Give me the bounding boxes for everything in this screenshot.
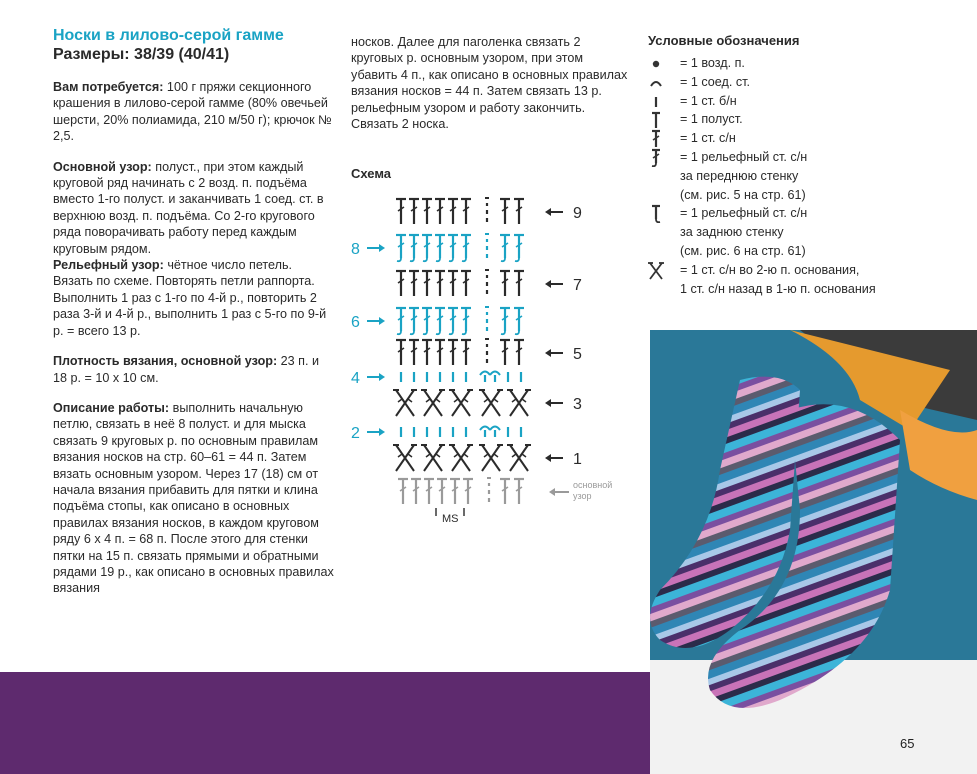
base-stitch: [500, 478, 510, 504]
ms-label: MS: [442, 513, 459, 525]
dc-stitch: [422, 270, 432, 296]
legend-text: = 1 соед. ст.: [680, 74, 751, 89]
row-arrow: [545, 454, 563, 462]
crossed-stitch: [393, 445, 417, 471]
crossed-stitch: [449, 445, 473, 471]
row-label: 5: [573, 346, 582, 363]
legend-item: [648, 92, 948, 111]
dc-stitch: [500, 198, 510, 224]
crossed-stitch: [479, 445, 503, 471]
base-arrow: [549, 488, 569, 496]
cross-dc-icon: [648, 261, 666, 280]
crossed-stitch: [421, 390, 445, 416]
dc-stitch: [514, 270, 524, 296]
legend-text: = 1 возд. п.: [680, 56, 745, 70]
front-post-icon: [648, 148, 666, 167]
legend-text: = 1 ст. б/н: [680, 93, 737, 108]
short-bar-icon: [648, 92, 666, 111]
schema-title: Схема: [351, 166, 392, 181]
dc-stitch: [396, 339, 406, 365]
dc-stitch: [461, 339, 471, 365]
crossed-stitch: [421, 445, 445, 471]
chain-stitch: [485, 270, 489, 294]
materials-label: Вам потребуется:: [53, 80, 164, 94]
relief-stitch: [409, 234, 419, 261]
crossed-stitch: [507, 390, 531, 416]
sizes-heading: Размеры: 38/39 (40/41): [53, 46, 230, 63]
legend-item: [648, 261, 948, 299]
legend-text: 1 ст. с/н назад в 1-ю п. основания: [680, 281, 876, 296]
dc-stitch: [435, 339, 445, 365]
row-label: 6: [351, 314, 360, 331]
crossed-stitch: [449, 390, 473, 416]
relief-pattern-label: Рельефный узор:: [53, 258, 164, 273]
description-paragraph: [53, 400, 335, 597]
dc-stitch: [448, 198, 458, 224]
relief-pattern-paragraph: [53, 257, 335, 339]
relief-stitch: [514, 234, 524, 261]
legend-title: Условные обозначения: [648, 33, 800, 48]
row-arrow: [545, 349, 563, 357]
relief-stitch: [435, 234, 445, 261]
row-label: 8: [351, 241, 360, 258]
dc-stitch: [409, 198, 419, 224]
base-stitch: [411, 478, 421, 504]
chain-stitch: [485, 307, 489, 331]
dc-stitch: [500, 270, 510, 296]
row-arrow: [545, 280, 563, 288]
dc-stitch: [448, 339, 458, 365]
slip-stitch: [490, 372, 500, 383]
dc-stitch: [448, 270, 458, 296]
relief-stitch: [396, 307, 406, 334]
chain-stitch: [485, 198, 489, 222]
dc-stitch: [514, 339, 524, 365]
relief-stitch: [448, 307, 458, 334]
arc-icon: [648, 73, 666, 92]
relief-stitch: [461, 307, 471, 334]
base-stitch: [424, 478, 434, 504]
crossed-stitch: [393, 390, 417, 416]
row-label: 2: [351, 425, 360, 442]
dot-icon: [648, 54, 666, 73]
base-chain: [487, 478, 491, 502]
row-label: 1: [573, 451, 582, 468]
relief-pattern-text: чётное число петель. Вязать по схеме. Повторять петли раппорта. Выполнить 1 раз с 1-го по 4-й р., повторить 2 раза 3-й и 4-й р., выполнить 1 раз с 5-го по 9-й р. = всего 13 р.: [53, 258, 327, 338]
dc-stitch: [461, 270, 471, 296]
relief-stitch: [448, 234, 458, 261]
legend-text: = 1 ст. с/н: [680, 131, 736, 146]
dc-stitch: [435, 270, 445, 296]
legend-text: = 1 полуст.: [680, 112, 743, 127]
legend-text: = 1 ст. с/н во 2-ю п. основания,: [680, 262, 860, 277]
row-label: 3: [573, 396, 582, 413]
relief-stitch: [500, 307, 510, 334]
dc-stitch: [461, 198, 471, 224]
slip-stitch: [480, 372, 490, 383]
relief-stitch: [435, 307, 445, 334]
base-stitch: [450, 478, 460, 504]
relief-stitch: [500, 234, 510, 261]
dc-stitch: [396, 270, 406, 296]
base-stitch: [463, 478, 473, 504]
row-arrow: [367, 317, 385, 325]
socks-illustration: [650, 330, 977, 774]
slip-stitch: [480, 427, 490, 438]
legend-text: (см. рис. 6 на стр. 61): [680, 243, 806, 258]
row-arrow: [367, 244, 385, 252]
row-arrow: [367, 373, 385, 381]
slip-stitch: [490, 427, 500, 438]
materials-text: 100 г пряжи секционного крашения в лилово-серой гамме (80% овечьей шерсти, 20% полиамида, 210 м/50 г); крючок № 2,5.: [53, 80, 332, 144]
dc-stitch: [422, 198, 432, 224]
description-text: выполнить начальную петлю, связать в неё 8 полуст. и для мыска связать 9 круговых р. по основным правилам вязания носков на стр. 60–61 = 44 п. Затем вязать основным узором. Через 17 (18) см от начала вязания прибавить для пятки и клина подъёма стопы, как описано в основных правилах вязания носков, в каждом круговом ряду 6 х 4 п. = 68 п. После этого для стенки пятки на 15 п. связать прямыми и обратными рядами 19 р., как описано в основных правилах вязания: [53, 400, 334, 596]
base-stitch: [437, 478, 447, 504]
relief-stitch: [422, 234, 432, 261]
chain-stitch: [485, 234, 489, 258]
back-post-icon: [648, 204, 666, 223]
legend-item: [648, 204, 948, 260]
legend: [648, 33, 948, 298]
base-stitch: [514, 478, 524, 504]
legend-text: за заднюю стенку: [680, 225, 784, 240]
legend-item: [648, 54, 948, 73]
socks-photo: [650, 330, 977, 774]
base-label: узор: [573, 491, 592, 501]
relief-stitch: [396, 234, 406, 261]
row-arrow: [545, 208, 563, 216]
dc-stitch: [396, 198, 406, 224]
legend-text: = 1 рельефный ст. с/н: [680, 206, 808, 221]
relief-stitch: [461, 234, 471, 261]
base-label: основной: [573, 480, 613, 490]
continuation-paragraph: носков. Далее для паголенка связать 2 круговых р. основным узором, при этом убавить 4 п., как описано в основных правилах вязания носков = 44 п. Затем связать 13 р. рельефным узором и работу закончить. Связать 2 носка.: [351, 35, 628, 132]
legend-item: [648, 148, 948, 204]
row-label: 9: [573, 205, 582, 222]
basic-pattern-text: полуст., при этом каждый круговой ряд начинать с 2 возд. п. подъёма вместо 1-го полуст. и заканчивать 1 соед. ст. в верхнюю возд. п. подъёма. Со 2-го кругового ряда поворачивать работу перед каждым круговым рядом.: [53, 159, 324, 256]
legend-text: (см. рис. 5 на стр. 61): [680, 187, 806, 202]
crossed-stitch: [479, 390, 503, 416]
description-label: Описание работы:: [53, 400, 170, 415]
dc-stitch: [435, 198, 445, 224]
crochet-chart: [345, 190, 635, 530]
dc-stitch: [422, 339, 432, 365]
dc-icon: [648, 129, 666, 148]
legend-text: = 1 рельефный ст. с/н: [680, 149, 808, 164]
gauge-text: 23 п. и 18 р. = 10 х 10 см.: [53, 354, 320, 385]
gauge-label: Плотность вязания, основной узор:: [53, 354, 278, 369]
materials-paragraph: [53, 79, 335, 145]
crossed-stitch: [507, 445, 531, 471]
dc-stitch: [409, 270, 419, 296]
legend-item: [648, 129, 948, 148]
legend-item: [648, 110, 948, 129]
legend-text: за переднюю стенку: [680, 168, 799, 183]
relief-stitch: [422, 307, 432, 334]
decorative-band: [0, 672, 650, 774]
relief-stitch: [514, 307, 524, 334]
chain-stitch: [485, 339, 489, 363]
middle-column: [351, 34, 631, 132]
legend-item: [648, 73, 948, 92]
article-title: Носки в лилово-серой гамме: [53, 27, 284, 44]
row-label: 7: [573, 277, 582, 294]
dc-stitch: [409, 339, 419, 365]
row-arrow: [545, 399, 563, 407]
row-arrow: [367, 428, 385, 436]
left-column: [53, 26, 335, 611]
dc-stitch: [514, 198, 524, 224]
page-number: 65: [900, 736, 915, 751]
basic-pattern-label: Основной узор:: [53, 159, 152, 174]
dc-stitch: [500, 339, 510, 365]
basic-pattern-paragraph: [53, 159, 335, 257]
half-dc-icon: [648, 110, 666, 129]
gauge-paragraph: [53, 353, 335, 386]
relief-stitch: [409, 307, 419, 334]
row-label: 4: [351, 370, 360, 387]
base-stitch: [398, 478, 408, 504]
